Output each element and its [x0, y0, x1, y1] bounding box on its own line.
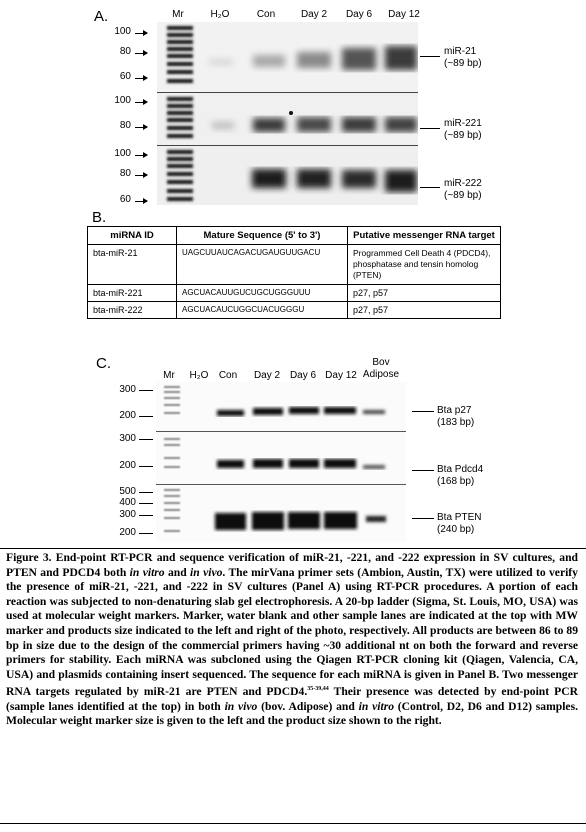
caption-text: . The mirVana primer sets (Ambion, Austin, TX) were utilized to verify the presence of miR-21, -221, and -222 in SV cultures (Panel A) using RT-PCR procedures. A portion of each reaction was subjected to non-denaturing slab gel electrophoresis. A 20-bp ladder (Sigma, St. Louis, MO, USA) was used at molecular weight markers. Marker, water blank and other sample lanes are indicated at the top with MW marker and products size indicated to the left and right of the photo, respectively. All products are between 86 to 89 bp in size due to the design of the commercial primers having ~30 additional nt on both the forward and reverse primers for stability. Each miRNA was subcloned using the Qiagen RT-PCR cloning kit (Qiagen, Valencia, CA, USA) and plasmids containing insert sequenced. The sequence for each miRNA is given in Panel B. Two messenger RNA targets regulated by miR-21 are PTEN and PDCD4. — [6, 565, 578, 699]
mw-tick — [139, 533, 153, 534]
caption-italic: in vivo — [224, 699, 258, 713]
lane-label-day12: Day 12 — [325, 370, 357, 381]
caption-text: and — [164, 565, 191, 579]
mw-tick — [139, 515, 153, 516]
mw-arrow-icon — [135, 175, 147, 176]
product-label-pten — [437, 512, 481, 536]
mw-arrow-icon — [135, 53, 147, 54]
figure-caption — [6, 551, 578, 729]
sequence-table — [87, 226, 501, 319]
mw-tick — [139, 492, 153, 493]
gel-panel-c-image — [156, 382, 406, 542]
mw-tick — [139, 503, 153, 504]
mw-tick — [139, 416, 153, 417]
product-name: miR-222 — [444, 178, 482, 189]
product-size: (168 bp) — [437, 476, 475, 487]
table-header-row — [88, 227, 501, 245]
mw-label: 200 — [119, 410, 136, 421]
lane-label-day6: Day 6 — [289, 370, 317, 381]
table-header: miRNA ID — [88, 227, 177, 245]
mw-label: 400 — [119, 497, 136, 508]
lane-label-day2: Day 2 — [253, 370, 281, 381]
product-name: Bta PTEN — [437, 512, 482, 523]
mw-label: 300 — [119, 384, 136, 395]
lane-label-h2o: H₂O — [189, 370, 209, 381]
caption-bottom-rule — [0, 823, 586, 824]
table-header: Mature Sequence (5' to 3') — [177, 227, 348, 245]
product-label-mir221 — [444, 118, 482, 142]
product-pointer — [420, 56, 440, 57]
table-cell: p27, p57 — [348, 302, 501, 319]
product-name: Bta p27 — [437, 405, 472, 416]
mw-label: 100 — [114, 148, 131, 159]
table-cell: Programmed Cell Death 4 (PDCD4), phosphatase and tensin homolog (PTEN) — [348, 245, 501, 285]
mw-label: 200 — [119, 527, 136, 538]
product-pointer — [420, 187, 440, 188]
product-name: Bta Pdcd4 — [437, 464, 484, 475]
product-size: (240 bp) — [437, 524, 475, 535]
mw-label: 100 — [114, 26, 131, 37]
caption-top-rule — [0, 548, 586, 549]
lane-label-mr: Mr — [172, 9, 184, 20]
product-size: (~89 bp) — [444, 130, 482, 141]
caption-refs: 35-39,44 — [307, 686, 329, 693]
lane-label-bov-adipose: Bov Adipose — [362, 357, 400, 380]
lane-label-con: Con — [256, 9, 276, 20]
caption-text: Figure 3. End-point RT-PCR and sequence verification of miR-21, -221, and -222 expression in SV cultures, and PTEN and PDCD4 both — [6, 551, 578, 579]
mw-label: 60 — [119, 71, 131, 82]
panel-b-letter: B. — [92, 209, 107, 226]
gel-panel-a — [157, 22, 418, 205]
table-cell: p27, p57 — [348, 285, 501, 302]
caption-italic: in vitro — [358, 699, 394, 713]
lane-label-day6: Day 6 — [345, 9, 373, 20]
mw-label: 500 — [119, 486, 136, 497]
table-cell: UAGCUUAUCAGACUGAUGUUGACU — [177, 245, 348, 285]
product-pointer — [420, 128, 440, 129]
product-name: miR-21 — [444, 46, 477, 57]
mw-arrow-icon — [135, 127, 147, 128]
mw-label: 80 — [119, 46, 131, 57]
mw-arrow-icon — [135, 78, 147, 79]
panel-a-letter: A. — [94, 8, 109, 25]
product-pointer — [412, 470, 434, 471]
table-cell: bta-miR-21 — [88, 245, 177, 285]
mw-label: 100 — [114, 95, 131, 106]
caption-text: Their presence was detected by end-point PCR (sample lanes identified at the top) in both — [6, 685, 579, 713]
product-size: (~89 bp) — [444, 58, 482, 69]
table-header: Putative messenger RNA target — [348, 227, 501, 245]
mw-arrow-icon — [135, 201, 147, 202]
mw-tick — [139, 466, 153, 467]
table-cell: bta-miR-222 — [88, 302, 177, 319]
product-pointer — [412, 518, 434, 519]
mw-label: 60 — [119, 194, 131, 205]
mw-tick — [139, 390, 153, 391]
mw-label: 300 — [119, 433, 136, 444]
caption-italic: in vivo — [190, 565, 223, 579]
gel-panel-c — [156, 382, 406, 542]
table-cell: bta-miR-221 — [88, 285, 177, 302]
table-cell: AGCUACAUUGUCUGCUGGGUUU — [177, 285, 348, 302]
caption-text: (Control, D2, D6 and D12) samples. Molecular weight marker size is given to the left and the product size shown to the right. — [6, 699, 578, 728]
product-pointer — [412, 411, 434, 412]
mw-arrow-icon — [135, 33, 147, 34]
product-label-mir21 — [444, 46, 482, 70]
product-label-p27 — [437, 405, 474, 429]
mw-label: 80 — [119, 168, 131, 179]
lane-label-mr: Mr — [163, 370, 175, 381]
table-row — [88, 302, 501, 319]
caption-text: (bov. Adipose) and — [257, 699, 359, 713]
table-row — [88, 245, 501, 285]
product-label-pdcd4 — [437, 464, 483, 488]
mw-arrow-icon — [135, 102, 147, 103]
caption-italic: in vitro — [129, 565, 165, 579]
mw-label: 300 — [119, 509, 136, 520]
lane-label-day12: Day 12 — [388, 9, 420, 20]
product-name: miR-221 — [444, 118, 482, 129]
table-row — [88, 285, 501, 302]
lane-label-h2o: H₂O — [210, 9, 230, 20]
mw-arrow-icon — [135, 155, 147, 156]
product-label-mir222 — [444, 178, 482, 202]
lane-label-day2: Day 2 — [300, 9, 328, 20]
panel-c-letter: C. — [96, 355, 111, 372]
mw-label: 80 — [119, 120, 131, 131]
mw-tick — [139, 439, 153, 440]
mw-label: 200 — [119, 460, 136, 471]
table-cell: AGCUACAUCUGGCUACUGGGU — [177, 302, 348, 319]
product-size: (183 bp) — [437, 417, 475, 428]
product-size: (~89 bp) — [444, 190, 482, 201]
lane-label-con: Con — [218, 370, 238, 381]
gel-panel-a-image — [157, 22, 418, 205]
